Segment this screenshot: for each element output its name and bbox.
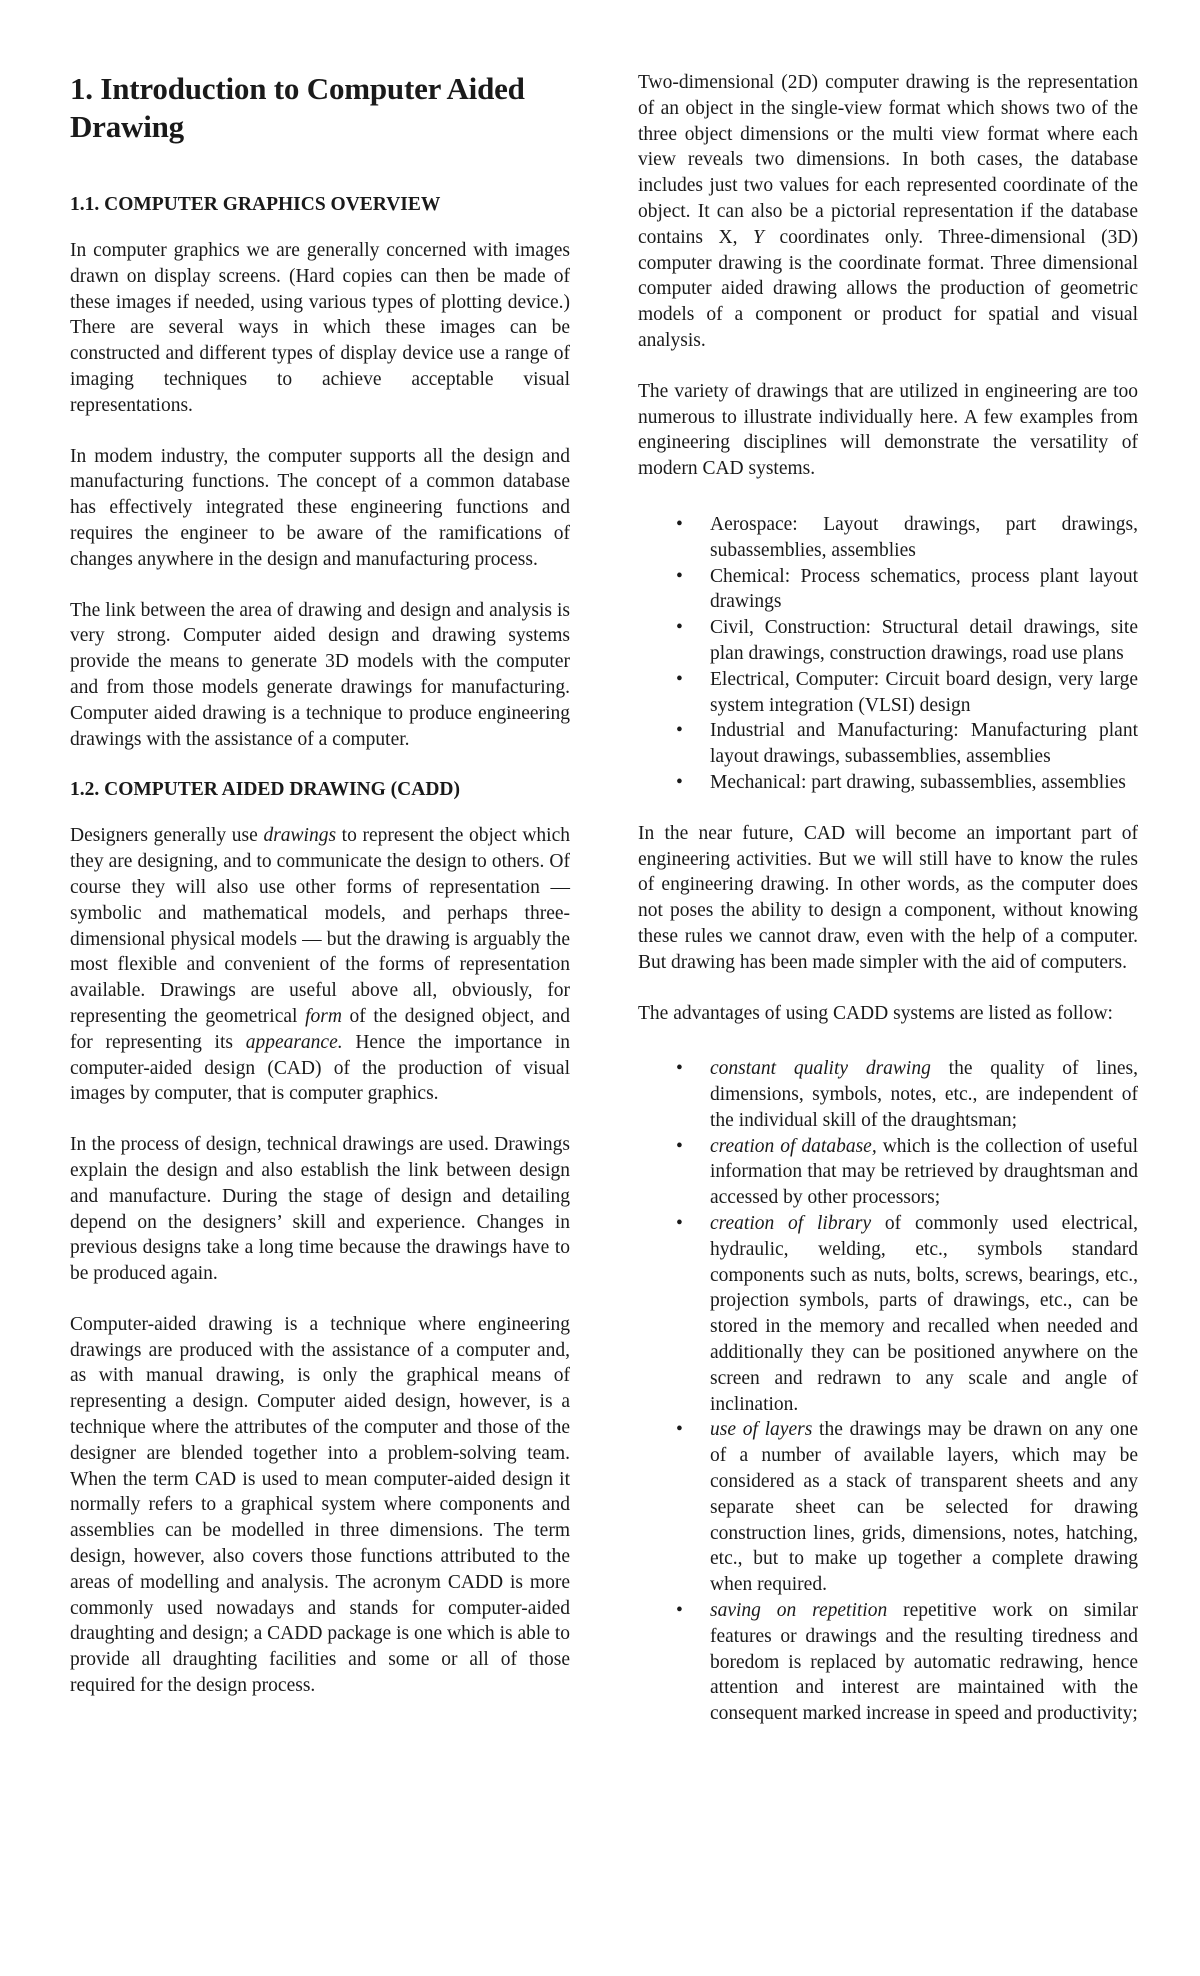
paragraph: The variety of drawings that are utilized in engineering are too numerous to illustrate individually here. A few examples from engineering disciplines will demonstrate the versatility of modern CAD systems. [638,380,1138,480]
paragraph: In modem industry, the computer supports all the design and manufacturing functions. The concept of a common database has effectively integrated these engineering functions and requires the engineer to be aware of the ramifications of changes anywhere in the design and manufacturing process. [70,445,570,570]
advantages-list [638,1056,1138,1727]
advantage-term: creation of library [710,1213,872,1235]
paragraph: Computer-aided drawing is a technique where engineering drawings are produced with the assistance of a computer and, as with manual drawing, is only the graphical means of representing a design. Computer aided design, however, is a technique where the attributes of the computer and those of the designer are blended together into a problem-solving team. When the term CAD is used to mean computer-aided design it normally refers to a graphical system where components and assemblies can be modelled in three dimensions. The term design, however, also covers those functions attributed to the areas of modelling and analysis. The acronym CADD is more commonly used nowadays and stands for computer-aided draughting and design; a CADD package is one which is able to provide all draughting facilities and some or all of those required for the design process. [70,1313,570,1697]
paragraph: In the process of design, technical drawings are used. Drawings explain the design and also establish the link between design and manufacture. During the stage of design and detailing depend on the designers’ skill and experience. Changes in previous designs take a long time because the drawings have to be produced again. [70,1134,570,1285]
bullet-icon: • [676,668,683,690]
bullet-icon: • [676,720,683,742]
emphasis: form [305,1005,342,1027]
left-column [70,70,570,1724]
bullet-icon: • [676,1058,683,1080]
list-item: • constant quality drawing the quality of lines, dimensions, symbols, notes, etc., are independent of the individual skill of the draughtsman; [676,1058,1138,1131]
paragraph: In the near future, CAD will become an important part of engineering activities. But we will still have to know the rules of engineering drawing. In other words, as the computer does not poses the ability to design a component, without knowing these rules we cannot draw, even with the help of a computer. But drawing has been made simpler with the aid of computers. [638,822,1138,973]
list-item: • Civil, Construction: Structural detail drawings, site plan drawings, construction drawings, road use plans [676,617,1138,664]
list-item: • Electrical, Computer: Circuit board design, very large system integration (VLSI) design [676,668,1138,716]
bullet-icon: • [676,1600,683,1622]
paragraph: The advantages of using CADD systems are listed as follow: [638,1002,1113,1024]
bullet-icon: • [676,771,683,793]
right-column [638,70,1138,1752]
paragraph: Designers generally use drawings to represent the object which they are designing, and to communicate the design to others. Of course they will also use other forms of representation — symbolic and mathematical models, and perhaps three-dimensional physical models — but the drawing is arguably the most flexible and convenient of the forms of representation available. Drawings are useful above all, obviously, for representing the geometrical form of the designed object, and for representing its appearance. Hence the importance in computer-aided design (CAD) of the production of visual images by computer, that is computer graphics. [70,825,571,1105]
paragraph: The link between the area of drawing and design and analysis is very strong. Computer aided design and drawing systems provide the means to generate 3D models with the computer and from those models generate drawings for manufacturing. Computer aided drawing is a technique to produce engineering drawings with the assistance of a computer. [70,599,570,750]
chapter-title: 1. Introduction to Computer Aided Drawing [70,71,525,144]
list-item: • Mechanical: part drawing, subassemblies, assemblies [638,770,1138,796]
list-item: • Industrial and Manufacturing: Manufacturing plant layout drawings, subassemblies, assemblies [676,720,1138,768]
bullet-icon: • [676,1419,683,1441]
section-heading-1-1: 1.1. COMPUTER GRAPHICS OVERVIEW [70,194,441,215]
paragraph: In computer graphics we are generally concerned with images drawn on display screens. (Hard copies can then be made of these images if needed, using various types of plotting device.) There are several ways in which these images can be constructed and different types of display device use a range of imaging techniques to achieve acceptable visual representations. [70,240,570,416]
paragraph: Two-dimensional (2D) computer drawing is the representation of an object in the single-view format which shows two of the three object dimensions or the multi view format where each view reveals two dimensions. In both cases, the database includes just two values for each represented coordinate of the object. It can also be a pictorial representation if the database contains X, Y coordinates only. Three-dimensional (3D) computer drawing is the coordinate format. Three dimensional computer aided drawing allows the production of geometric models of a component or product for spatial and visual analysis. [638,72,1138,351]
emphasis: drawings [263,825,337,847]
advantage-term: creation of database, [710,1135,877,1157]
bullet-icon: • [676,565,683,587]
emphasis: Y [753,226,764,248]
bullet-icon: • [676,1213,683,1235]
bullet-icon: • [676,513,683,535]
bullet-icon: • [676,617,683,639]
list-item: • Aerospace: Layout drawings, part drawings, subassemblies, assemblies [676,513,1138,561]
advantage-term: constant quality drawing [710,1058,931,1080]
advantage-term: saving on repetition [710,1600,888,1622]
list-item: • Chemical: Process schematics, process plant layout drawings [676,565,1138,613]
bullet-icon: • [676,1135,683,1157]
list-item: • creation of library of commonly used electrical, hydraulic, welding, etc., symbols standard components such as nuts, bolts, screws, bearings, etc., projection symbols, parts of drawings, etc., can be stored in the memory and recalled when needed and additionally they can be positioned anywhere on the screen and redrawn to any scale and angle of inclination. [676,1213,1138,1415]
list-item: • saving on repetition repetitive work on similar features or drawings and the resulting tiredness and boredom is replaced by automatic redrawing, hence attention and interest are maintained with the consequent marked increase in speed and productivity; [676,1600,1138,1725]
advantage-term: use of layers [710,1419,813,1441]
list-item: • creation of database, which is the collection of useful information that may be retrieved by draughtsman and accessed by other processors; [676,1135,1138,1209]
list-item: • use of layers the drawings may be drawn on any one of a number of available layers, which may be considered as a stack of transparent sheets and any separate sheet can be selected for drawing construction lines, grids, dimensions, notes, hatching, etc., but to make up together a complete drawing when required. [676,1419,1138,1596]
section-heading-1-2: 1.2. COMPUTER AIDED DRAWING (CADD) [70,779,460,801]
emphasis: appearance. [245,1031,343,1053]
discipline-list [638,512,1138,796]
